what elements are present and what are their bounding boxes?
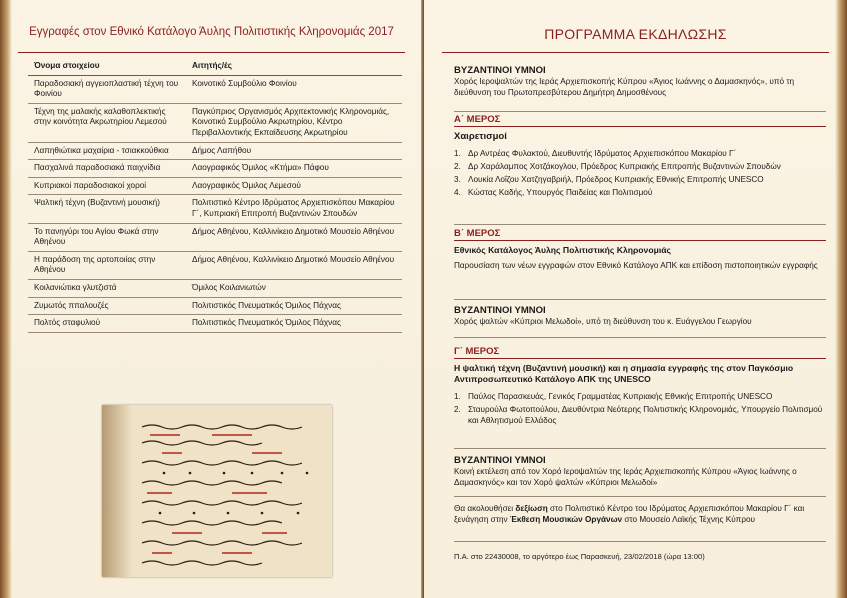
part-c-rule: [454, 358, 826, 359]
element-name-cell: Λαπηθιώτικα μαχαίρια - τσιακκούθκια: [34, 145, 169, 155]
applicant-cell: Λαογραφικός Όμιλος «Κτήμα» Πάφου: [192, 163, 329, 173]
table-row: [28, 160, 402, 178]
table-row: [28, 315, 402, 333]
hymns-block-1: [454, 65, 826, 98]
byzantine-manuscript-image: [102, 405, 332, 577]
element-name-cell: Τέχνη της μαλακής καλαθοπλεκτικής στην κοινότητα Ακρωτηρίου Λεμεσού: [34, 106, 167, 127]
left-page: [0, 0, 423, 598]
applicant-cell: Πολιτιστικός Πνευματικός Όμιλος Πάχνας: [192, 300, 341, 310]
part-a-speakers: [454, 148, 826, 198]
rsvp-note: Π.Α. στο 22430008, το αργότερο έως Παρασκευή, 23/02/2018 (ώρα 13:00): [454, 552, 705, 561]
manuscript-rubrics: [147, 435, 287, 553]
divider: [454, 541, 826, 542]
applicant-cell: Πολιτιστικό Κέντρο Ιδρύματος Αρχιεπισκόπου Μακαρίου Γ΄, Κυπριακή Επιτροπή Βυζαντινών Σπουδών: [192, 198, 395, 218]
hymns-text: Χορός ψαλτών «Κύπριοι Μελωδοί», υπό τη διεύθυνση του κ. Ευάγγελου Γεωργίου: [454, 317, 752, 326]
applicant-cell: Παγκύπριος Οργανισμός Αρχιτεκτονικής Κληρονομιάς, Κοινοτικό Συμβούλιο Ακρωτηρίου, Κέντρο Περιβαλλοντικής Εκπαίδευσης Ακρωτηρίου: [192, 106, 390, 137]
element-name-cell: Παραδοσιακή αγγειοπλαστική τέχνη του Φοινίου: [34, 78, 179, 99]
part-a-label: Α΄ ΜΕΡΟΣ: [454, 114, 501, 125]
element-name-cell: Ψαλτική τέχνη (Βυζαντινή μουσική): [34, 198, 160, 208]
applicant-cell: Όμιλος Κοιλανιωτών: [192, 282, 266, 292]
table-body: [28, 76, 402, 333]
element-name-cell: Πολτός σταφυλιού: [34, 318, 101, 328]
part-b-rule: [454, 240, 826, 241]
element-name-cell: Πασχαλινά παραδοσιακά παιχνίδια: [34, 163, 161, 173]
closing-note: Θα ακολουθήσει δεξίωση στο Πολιτιστικό Κέντρο του Ιδρύματος Αρχιεπισκόπου Μακαρίου Γ΄ και ξενάγηση στην Έκθεση Μουσικών Οργάνων στο Μουσείο Λαϊκής Τέχνης Κύπρου: [454, 504, 805, 524]
hymns-title: ΒΥΖΑΝΤΙΝΟΙ ΥΜΝΟΙ: [454, 455, 546, 466]
heritage-table: [28, 58, 402, 333]
program-title: ΠΡΟΓΡΑΜΜΑ ΕΚΔΗΛΩΣΗΣ: [544, 26, 727, 42]
table-row: [28, 195, 402, 223]
left-page-title: Εγγραφές στον Εθνικό Κατάλογο Άυλης Πολιτιστικής Κληρονομιάς 2017: [29, 26, 394, 38]
hymns-title: ΒΥΖΑΝΤΙΝΟΙ ΥΜΝΟΙ: [454, 65, 546, 76]
table-row: [28, 104, 402, 143]
part-b-label: Β΄ ΜΕΡΟΣ: [454, 228, 501, 239]
divider: [454, 111, 826, 112]
element-name-cell: Το πανηγύρι του Αγίου Φωκά στην Αθηένου: [34, 226, 159, 247]
right-page-header: [442, 14, 829, 53]
applicant-cell: Πολιτιστικός Πνευματικός Όμιλος Πάχνας: [192, 318, 341, 328]
left-page-header: [18, 14, 405, 53]
table-row: [28, 143, 402, 161]
table-row: [28, 280, 402, 298]
applicant-cell: Δήμος Αθηένου, Καλλινίκειο Δημοτικό Μουσείο Αθηένου: [192, 254, 395, 264]
manuscript-lines: [142, 425, 302, 565]
page-edge: [0, 0, 12, 598]
part-a-rule: [454, 126, 826, 127]
hymns-block-2: [454, 305, 826, 327]
list-item: 2. Σταυρούλα Φωτοπούλου, Διευθύντρια Νεότερης Πολιτιστικής Κληρονομιάς, Υπουργείο Πολιτισμού και Αθλητισμού Ελλάδος: [454, 405, 823, 425]
page-edge: [835, 0, 847, 598]
element-name-cell: Κυπριακοί παραδοσιακοί χοροί: [34, 180, 147, 190]
divider: [454, 496, 826, 497]
column-header-applicant: Αιτητής/ές: [192, 61, 232, 70]
table-header-row: [28, 58, 402, 76]
table-row: [28, 224, 402, 252]
divider: [454, 448, 826, 449]
hymns-text: Χορός Ιεροψαλτών της Ιεράς Αρχιεπισκοπής Κύπρου «Άγιος Ιωάννης ο Δαμασκηνός», υπό τη διεύθυνση του Πρωτοπρεσβύτερου Δημήτρη Δημοσθένους: [454, 77, 795, 97]
part-a-block: [454, 114, 826, 200]
list-item: 2. Δρ Χαράλαμπος Χοτζάκογλου, Πρόεδρος Κυπριακής Επιτροπής Βυζαντινών Σπουδών: [454, 162, 781, 171]
table-row: [28, 298, 402, 316]
table-row: [28, 76, 402, 104]
column-header-name: Όνομα στοιχείου: [34, 61, 100, 70]
part-c-block: [454, 346, 826, 428]
divider: [454, 224, 826, 225]
part-c-title: Η ψαλτική τέχνη (Βυζαντινή μουσική) και η σημασία εγγραφής της στον Παγκόσμιο Αντιπροσωπευτικό Κατάλογο ΑΠΚ της UNESCO: [454, 363, 794, 384]
part-b-block: [454, 228, 826, 271]
element-name-cell: Η παράδοση της αρτοποιίας στην Αθηένου: [34, 254, 156, 275]
list-item: 1. Παύλος Παρασκευάς, Γενικός Γραμματέας Κυπριακής Εθνικής Επιτροπής UNESCO: [454, 392, 773, 401]
element-name-cell: Κοιλανιώτικα γλυτζιστά: [34, 282, 117, 292]
list-item: 3. Λουκία Λοΐζου Χατζηγαβριήλ, Πρόεδρος Κυπριακής Εθνικής Επιτροπής UNESCO: [454, 175, 764, 184]
part-b-title: Εθνικός Κατάλογος Άυλης Πολιτιστικής Κληρονομιάς: [454, 245, 671, 255]
applicant-cell: Δήμος Λαπήθου: [192, 145, 252, 155]
table-row: [28, 252, 402, 280]
element-name-cell: Ζυμωτός ππαλουζές: [34, 300, 109, 310]
table-row: [28, 178, 402, 196]
hymns-title: ΒΥΖΑΝΤΙΝΟΙ ΥΜΝΟΙ: [454, 305, 546, 316]
list-item: 1. Δρ Αντρέας Φυλακτού, Διευθυντής Ιδρύματος Αρχιεπισκόπου Μακαρίου Γ΄: [454, 149, 737, 158]
part-c-label: Γ΄ ΜΕΡΟΣ: [454, 346, 500, 357]
hymns-block-3: [454, 455, 826, 488]
applicant-cell: Λαογραφικός Όμιλος Λεμεσού: [192, 180, 301, 190]
divider: [454, 337, 826, 338]
applicant-cell: Κοινοτικό Συμβούλιο Φοινίου: [192, 78, 297, 88]
divider: [454, 299, 826, 300]
part-a-title: Χαιρετισμοί: [454, 131, 507, 142]
part-c-speakers: [454, 391, 826, 426]
hymns-text: Κοινή εκτέλεση από τον Χορό Ιεροψαλτών της Ιεράς Αρχιεπισκοπής Κύπρου «Άγιος Ιωάννης ο Δαμασκηνός» και τον Χορό ψαλτών «Κύπριοι Μελωδοί»: [454, 467, 797, 487]
part-b-text: Παρουσίαση των νέων εγγραφών στον Εθνικό Κατάλογο ΑΠΚ και επίδοση πιστοποιητικών εγγραφής: [454, 261, 818, 270]
applicant-cell: Δήμος Αθηένου, Καλλινίκειο Δημοτικό Μουσείο Αθηένου: [192, 226, 395, 236]
list-item: 4. Κώστας Καδής, Υπουργός Παιδείας και Πολιτισμού: [454, 188, 653, 197]
right-page: [424, 0, 847, 598]
